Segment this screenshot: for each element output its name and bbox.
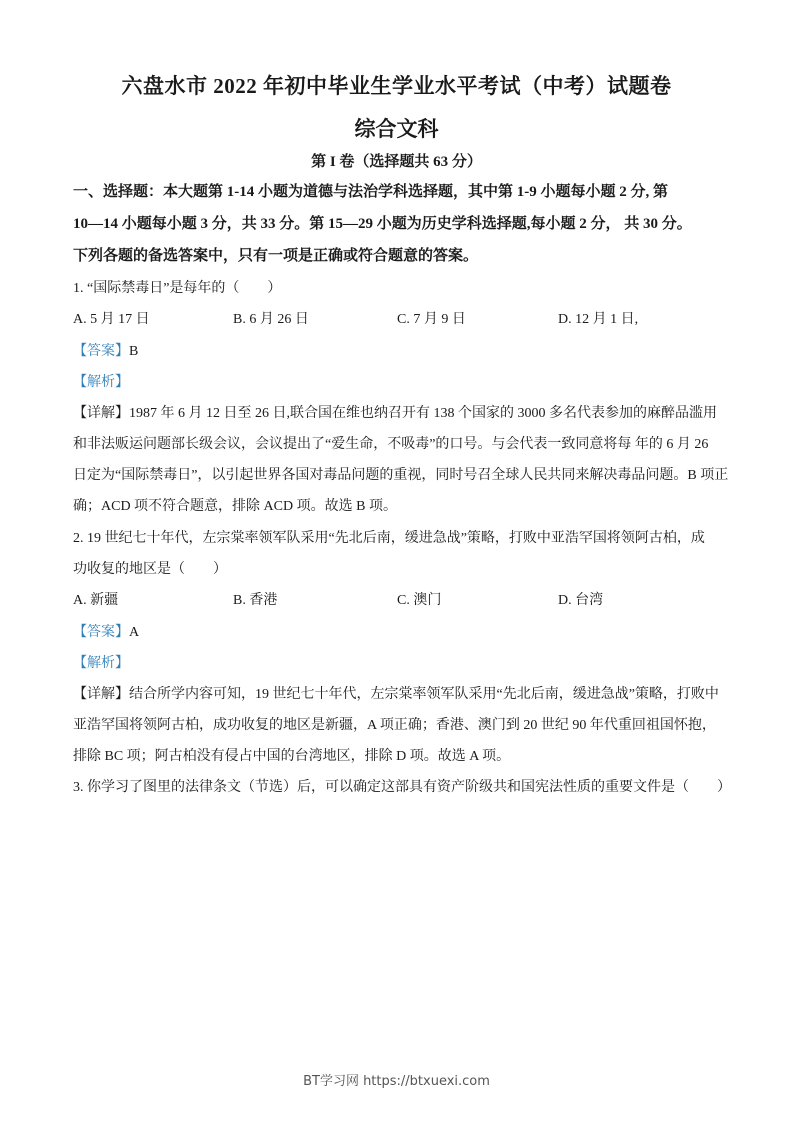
question-stem: 2. 19 世纪七十年代，左宗棠率领军队采用“先北后南，缓进急战”策略，打败中亚浩罕国将领阿古柏，成 [73, 531, 705, 546]
answer-line [73, 621, 733, 641]
question-stem: 功收复的地区是（ ） [73, 562, 227, 577]
detail-line: 确；ACD 项不符合题意，排除 ACD 项。故选 B 项。 [73, 499, 397, 514]
question-stem: 1. “国际禁毒日”是每年的（ ） [73, 281, 282, 296]
option-b: B. 香港 [233, 593, 278, 608]
section-title: 第 I 卷（选择题共 63 分） [311, 154, 482, 170]
option-c: C. 澳门 [397, 593, 442, 608]
answer-tag: 【答案】 [73, 625, 129, 640]
option-b: B. 6 月 26 日 [233, 312, 309, 327]
detail-tag: 【详解】 [73, 687, 129, 702]
option-a: A. 5 月 17 日 [73, 312, 150, 327]
option-c: C. 7 月 9 日 [397, 312, 466, 327]
instruction-line: 一、选择题：本大题第 1-14 小题为道德与法治学科选择题，其中第 1-9 小题每小题 2 分, 第 [73, 184, 668, 200]
detail-line: 和非法贩运问题部长级会议，会议提出了“爱生命，不吸毒”的口号。与会代表一致同意将每 年的 6 月 26 [73, 437, 709, 452]
exam-subject: 综合文科 [354, 117, 439, 141]
instruction-line: 10—14 小题每小题 3 分，共 33 分。第 15—29 小题为历史学科选择题,每小题 2 分， 共 30 分。 [73, 216, 692, 232]
option-d: D. 台湾 [558, 593, 604, 608]
detail-line: 【详解】结合所学内容可知，19 世纪七十年代，左宗棠率领军队采用“先北后南，缓进急战”策略，打败中 [73, 687, 719, 702]
detail-line: 排除 BC 项；阿古柏没有侵占中国的台湾地区，排除 D 项。故选 A 项。 [73, 749, 511, 764]
analysis-tag: 【解析】 [73, 656, 129, 671]
option-a: A. 新疆 [73, 593, 119, 608]
exam-title: 六盘水市 2022 年初中毕业生学业水平考试（中考）试题卷 [121, 74, 672, 98]
answer-tag: 【答案】 [73, 344, 129, 359]
answer-value: A [129, 625, 140, 640]
answer-line [73, 340, 733, 360]
answer-value: B [129, 344, 139, 359]
detail-line: 【详解】1987 年 6 月 12 日至 26 日,联合国在维也纳召开有 138 个国家的 3000 多名代表参加的麻醉品滥用 [73, 406, 717, 421]
option-d: D. 12 月 1 日, [558, 312, 639, 327]
detail-line: 日定为“国际禁毒日”，以引起世界各国对毒品问题的重视，同时号召全球人民共同来解决毒品问题。B 项正 [73, 468, 729, 483]
detail-line: 亚浩罕国将领阿古柏，成功收复的地区是新疆，A 项正确；香港、澳门到 20 世纪 90 年代重回祖国怀抱， [73, 718, 716, 733]
analysis-tag: 【解析】 [73, 375, 129, 390]
instruction-line: 下列各题的备选答案中，只有一项是正确或符合题意的答案。 [73, 248, 479, 264]
question-stem: 3. 你学习了图里的法律条文（节选）后，可以确定这部具有资产阶级共和国宪法性质的重要文件是（ ） [73, 780, 731, 795]
footer-watermark: BT学习网 https://btxuexi.com [303, 1074, 490, 1089]
detail-tag: 【详解】 [73, 406, 129, 421]
